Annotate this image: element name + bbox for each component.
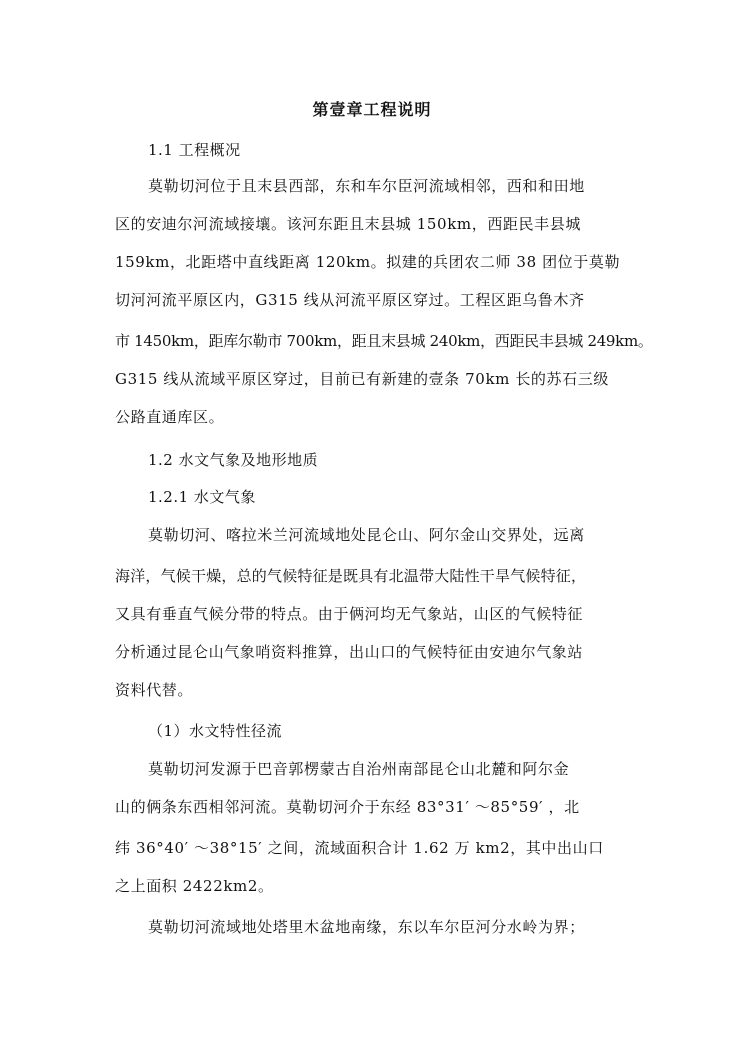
paragraph-1-line: 159km，北距塔中直线距离 120km。拟建的兵团农二师 38 团位于莫勒: [115, 253, 621, 271]
paragraph-2-line: 海洋，气候干燥，总的气候特征是既具有北温带大陆性干旱气候特征，: [115, 567, 587, 585]
paragraph-3-line: 莫勒切河发源于巴音郭楞蒙古自治州南部昆仑山北麓和阿尔金: [148, 760, 570, 778]
paragraph-1-line: 区的安迪尔河流域接壤。该河东距且末县城 150km，西距民丰县城: [115, 215, 581, 233]
paragraph-2-line: 又具有垂直气候分带的特点。由于俩河均无气象站，山区的气候特征: [115, 605, 584, 623]
paragraph-3-line: 山的俩条东西相邻河流。莫勒切河介于东经 83°31′ ～85°59′ ，北: [115, 798, 580, 816]
paragraph-1-line: 莫勒切河位于且末县西部，东和车尔臣河流域相邻，西和和田地: [148, 177, 585, 195]
paragraph-1-line: 切河河流平原区内，G315 线从河流平原区穿过。工程区距乌鲁木齐: [115, 291, 585, 309]
paragraph-4-line: 莫勒切河流域地处塔里木盆地南缘，东以车尔臣河分水岭为界；: [148, 918, 585, 936]
paragraph-2-line: 分析通过昆仑山气象哨资料推算，出山口的气候特征由安迪尔气象站: [115, 643, 584, 661]
section-heading-1-1: 1.1 工程概况: [148, 141, 241, 159]
paragraph-2-line: 资料代替。: [115, 681, 194, 699]
chapter-title: 第壹章工程说明: [312, 100, 432, 119]
subsection-heading-1: （1）水文特性径流: [148, 722, 283, 740]
paragraph-3-line: 之上面积 2422km2。: [115, 877, 274, 895]
section-heading-1-2: 1.2 水文气象及地形地质: [148, 451, 319, 469]
paragraph-1-line: 市 1450km，距库尔勒市 700km，距且末县城 240km，西距民丰县城 249km。: [115, 332, 653, 350]
section-heading-1-2-1: 1.2.1 水文气象: [148, 488, 256, 506]
paragraph-1-line: G315 线从流域平原区穿过，目前已有新建的壹条 70km 长的苏石三级: [115, 370, 609, 388]
paragraph-1-line: 公路直通库区。: [115, 408, 225, 426]
paragraph-3-line: 纬 36°40′ ～38°15′ 之间，流域面积合计 1.62 万 km2，其中出山口: [115, 839, 604, 857]
paragraph-2-line: 莫勒切河、喀拉米兰河流域地处昆仑山、阿尔金山交界处，远离: [148, 526, 585, 544]
